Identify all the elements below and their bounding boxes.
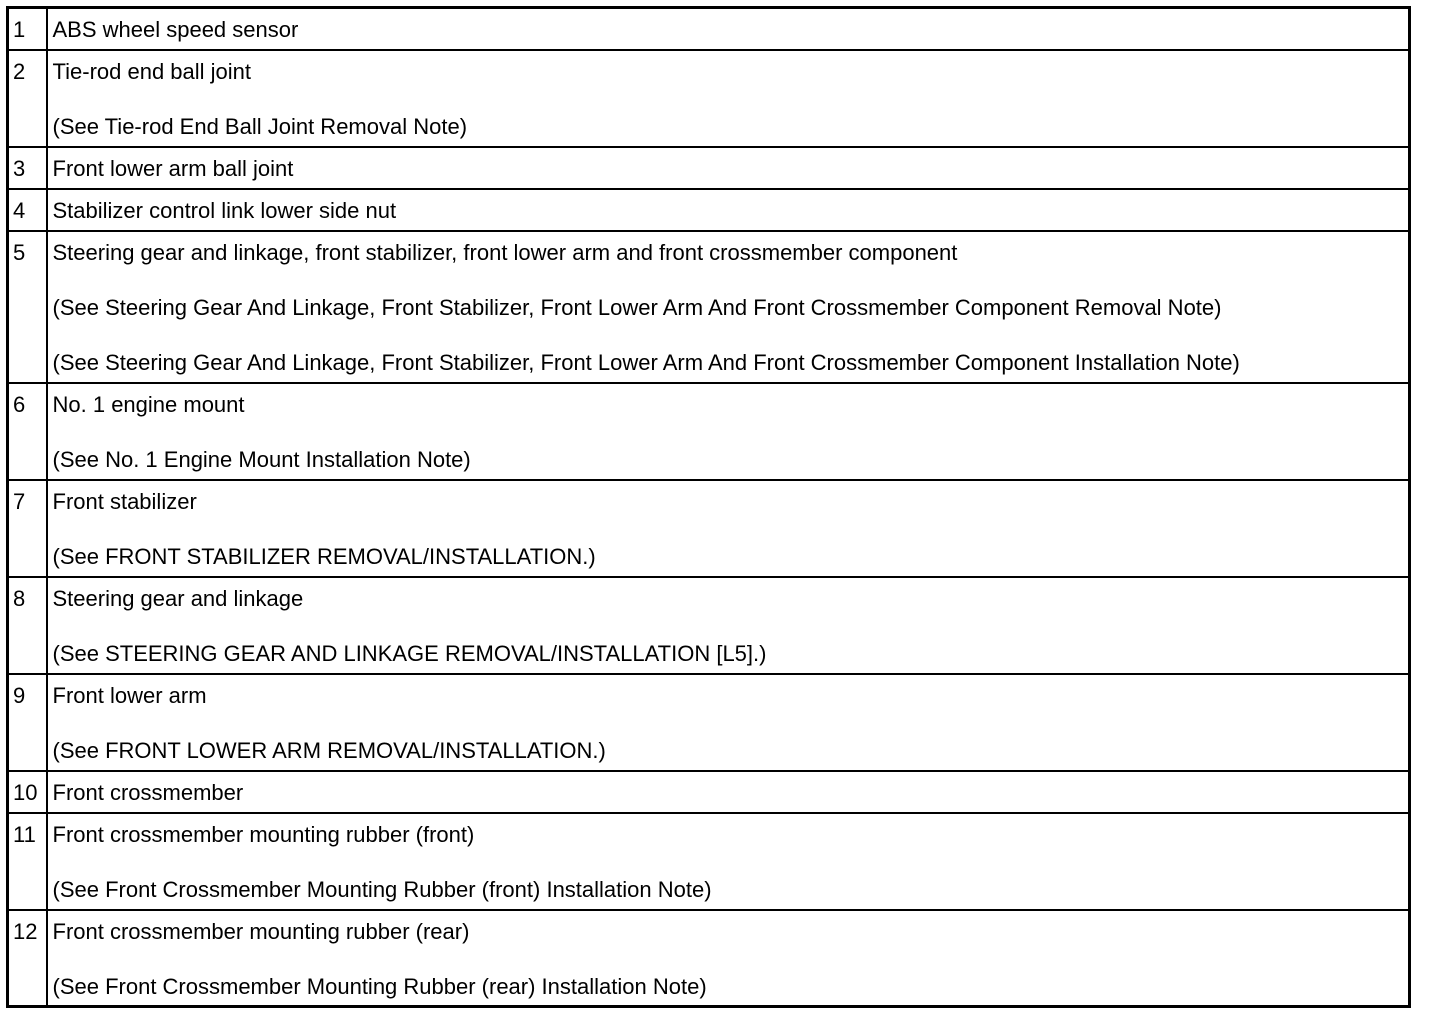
table-row (8, 480, 1410, 577)
item-description (47, 383, 1410, 480)
item-number: 3 (8, 147, 47, 189)
item-description (47, 771, 1410, 813)
item-name: ABS wheel speed sensor (52, 17, 299, 42)
item-note: (See STEERING GEAR AND LINKAGE REMOVAL/INSTALLATION [L5].) (52, 640, 767, 666)
item-number: 2 (8, 50, 47, 147)
table-row (8, 910, 1410, 1007)
table-row (8, 231, 1410, 383)
item-note: (See Front Crossmember Mounting Rubber (front) Installation Note) (52, 876, 712, 902)
item-description (47, 577, 1410, 674)
item-name: Front lower arm ball joint (52, 155, 294, 181)
table-row (8, 674, 1410, 771)
item-note: (See Front Crossmember Mounting Rubber (rear) Installation Note) (52, 973, 707, 999)
parts-table (6, 6, 1411, 1008)
item-description (47, 147, 1410, 189)
item-name: Front stabilizer (52, 488, 197, 514)
item-number: 4 (8, 189, 47, 231)
item-number: 6 (8, 383, 47, 480)
item-description (47, 813, 1410, 910)
item-description (47, 8, 1410, 50)
item-note: (See Tie-rod End Ball Joint Removal Note) (52, 113, 468, 139)
item-name: Steering gear and linkage, front stabilizer, front lower arm and front crossmember component (52, 239, 958, 265)
item-note: (See FRONT LOWER ARM REMOVAL/INSTALLATION.) (52, 737, 606, 763)
item-name: Front crossmember mounting rubber (front) (52, 821, 475, 847)
table-row (8, 147, 1410, 189)
table-row (8, 577, 1410, 674)
item-description (47, 480, 1410, 577)
item-name: Steering gear and linkage (52, 585, 304, 611)
item-number: 12 (8, 910, 47, 1007)
table-row (8, 813, 1410, 910)
item-name: Stabilizer control link lower side nut (52, 197, 397, 223)
item-note: (See FRONT STABILIZER REMOVAL/INSTALLATION.) (52, 543, 596, 569)
item-number: 9 (8, 674, 47, 771)
table-row (8, 8, 1410, 50)
item-name: Front lower arm (52, 682, 207, 708)
table-row (8, 383, 1410, 480)
item-number: 1 (8, 8, 47, 50)
item-description (47, 231, 1410, 383)
item-name: Front crossmember mounting rubber (rear) (52, 918, 470, 944)
item-name: Tie-rod end ball joint (52, 58, 252, 84)
table-row (8, 189, 1410, 231)
item-number: 7 (8, 480, 47, 577)
item-description (47, 910, 1410, 1007)
item-description (47, 674, 1410, 771)
item-note: (See Steering Gear And Linkage, Front Stabilizer, Front Lower Arm And Front Crossmember Component Installation Note) (52, 349, 1240, 375)
table-row (8, 50, 1410, 147)
item-number: 5 (8, 231, 47, 383)
item-name: Front crossmember (52, 779, 244, 805)
item-note: (See No. 1 Engine Mount Installation Note) (52, 446, 471, 472)
parts-table-body (8, 8, 1410, 1007)
item-name: No. 1 engine mount (52, 391, 245, 417)
item-number: 8 (8, 577, 47, 674)
table-row (8, 771, 1410, 813)
item-description (47, 189, 1410, 231)
item-number: 11 (8, 813, 47, 910)
item-note: (See Steering Gear And Linkage, Front Stabilizer, Front Lower Arm And Front Crossmember Component Removal Note) (52, 294, 1222, 320)
item-number: 10 (8, 771, 47, 813)
item-description (47, 50, 1410, 147)
